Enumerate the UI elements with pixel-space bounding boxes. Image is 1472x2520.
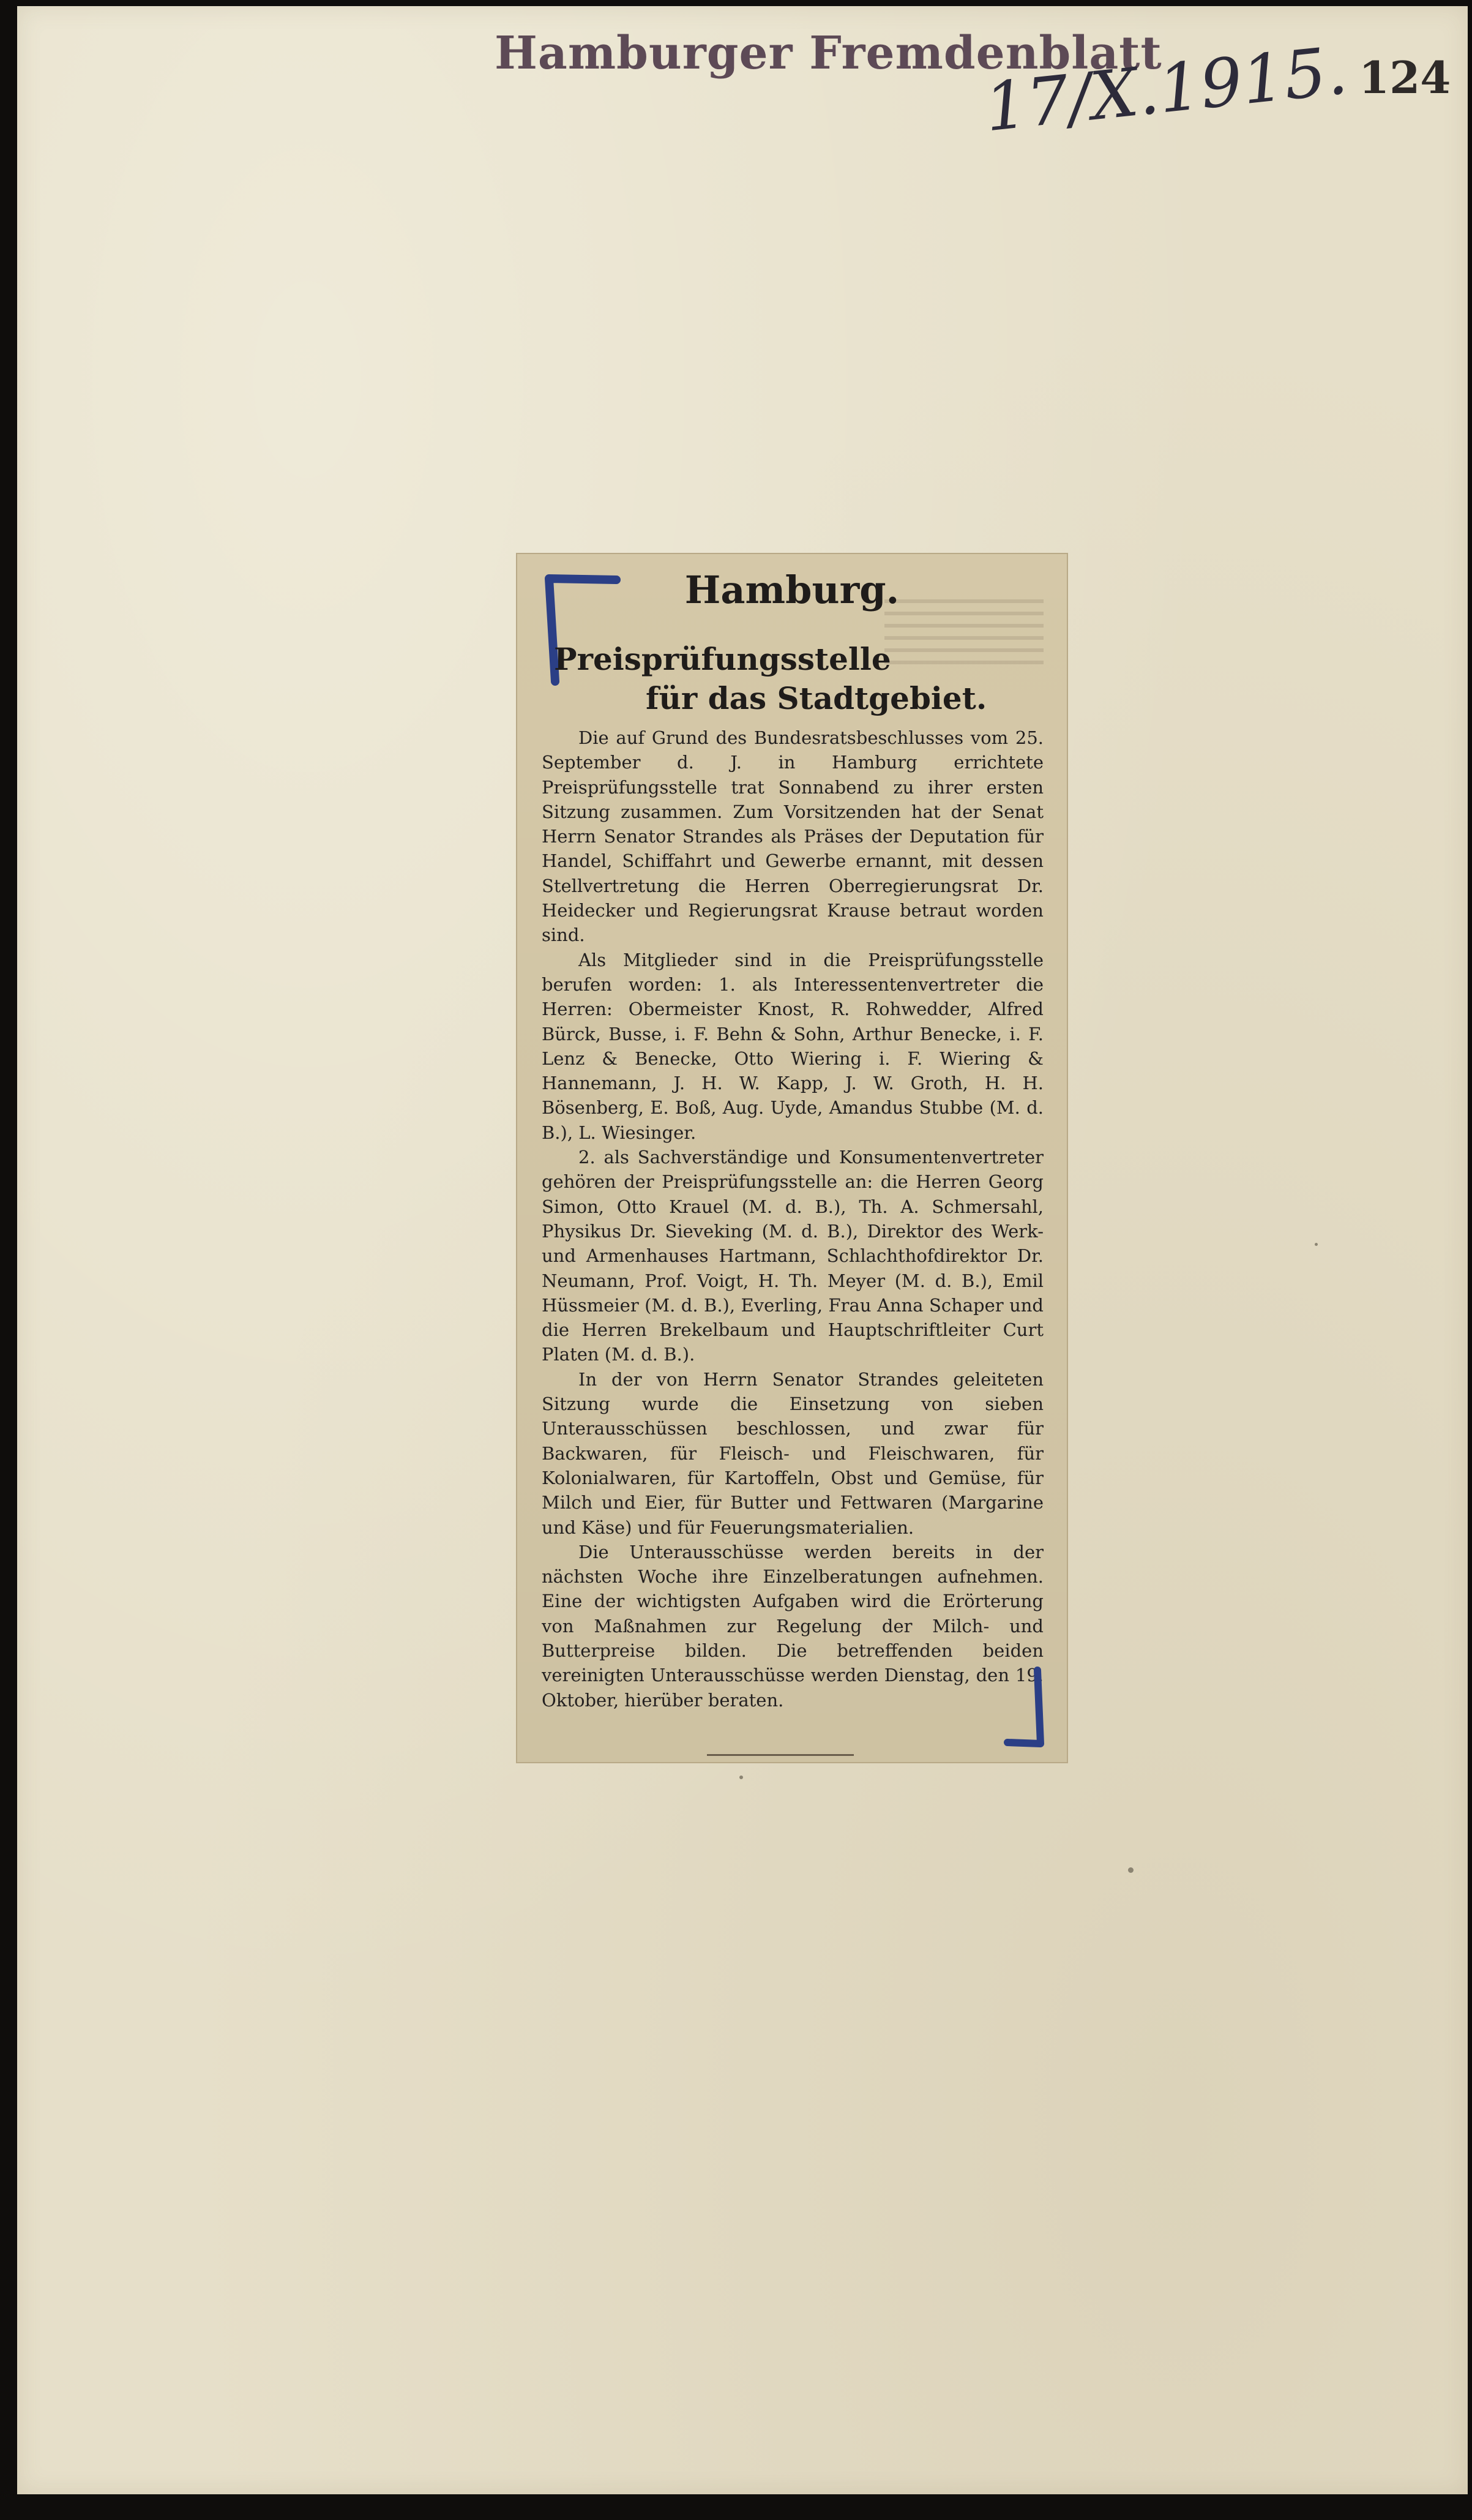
article-paragraph: Die Unterausschüsse werden bereits in der nächsten Woche ihre Einzelberatungen aufnehmen. Eine der wichtigsten Aufgaben wird die Erörterung von Maßnahmen zur Regelung der Milch- und Butterpreise bilden. Die betreffenden beiden vereinigten Unterausschüsse werden Dienstag, den 19. Oktober, hierüber beraten. xyxy=(542,1541,1044,1711)
newspaper-clipping xyxy=(516,553,1068,1763)
article-paragraph: Die auf Grund des Bundesratsbeschlusses vom 25. September d. J. in Hamburg errichtete Preisprüfungsstelle trat Sonnabend zu ihrer ersten Sitzung zusammen. Zum Vorsitzenden hat der Senat Herrn Senator Strandes als Präses der Deputation für Handel, Schiffahrt und Gewerbe ernannt, mit dessen Stellvertretung die Herren Oberregierungsrat Dr. Heidecker und Regierungsrat Krause betraut worden sind. xyxy=(542,727,1044,946)
headline-line-2: für das Stadtgebiet. xyxy=(646,680,987,716)
headline-line-1: Preisprüfungsstelle xyxy=(554,641,891,677)
clipping-masthead: Hamburg. xyxy=(684,568,900,612)
clipping-end-rule xyxy=(707,1754,854,1756)
article-paragraph: 2. als Sachverständige und Konsumentenvertreter gehören der Preisprüfungsstelle an: die Herren Georg Simon, Otto Krauel (M. d. B.), Th. A. Schmersahl, Physikus Dr. Sieveking (M. d. B.), Direktor des Werk- und Armenhauses Hartmann, Schlachthofdirektor Dr. Neumann, Prof. Voigt, H. Th. Meyer (M. d. B.), Emil Hüssmeier (M. d. B.), Everling, Frau Anna Schaper und die Herren Brekelbaum und Hauptschriftleiter Curt Platen (M. d. B.). xyxy=(542,1147,1044,1365)
newspaper-stamp: Hamburger Fremdenblatt xyxy=(495,27,1162,80)
handwritten-date: 17/X.1915. xyxy=(981,32,1351,147)
paper-speck xyxy=(1315,1243,1318,1246)
paper-speck xyxy=(739,1776,743,1779)
article-headline xyxy=(554,640,1044,718)
paper-speck xyxy=(1128,1867,1134,1873)
archive-sheet xyxy=(17,6,1468,2494)
page-number: 124 xyxy=(1359,51,1451,103)
article-paragraph: Als Mitglieder sind in die Preisprüfungsstelle berufen worden: 1. als Interessentenvertreter die Herren: Obermeister Knost, R. Rohwedder, Alfred Bürck, Busse, i. F. Behn & Sohn, Arthur Benecke, i. F. Lenz & Benecke, Otto Wiering i. F. Wiering & Hannemann, J. H. W. Kapp, J. W. Groth, H. H. Bösenberg, E. Boß, Aug. Uyde, Amandus Stubbe (M. d. B.), L. Wiesinger. xyxy=(542,949,1044,1143)
article-body xyxy=(542,726,1044,1730)
article-paragraph: In der von Herrn Senator Strandes geleiteten Sitzung wurde die Einsetzung von sieben Unterausschüssen beschlossen, und zwar für Backwaren, für Fleisch- und Fleischwaren, für Kolonialwaren, für Kartoffeln, Obst und Gemüse, für Milch und Eier, für Butter und Fettwaren (Margarine und Käse) und für Feuerungsmaterialien. xyxy=(542,1368,1044,1538)
blue-pencil-bracket-bottom xyxy=(1004,1665,1050,1751)
